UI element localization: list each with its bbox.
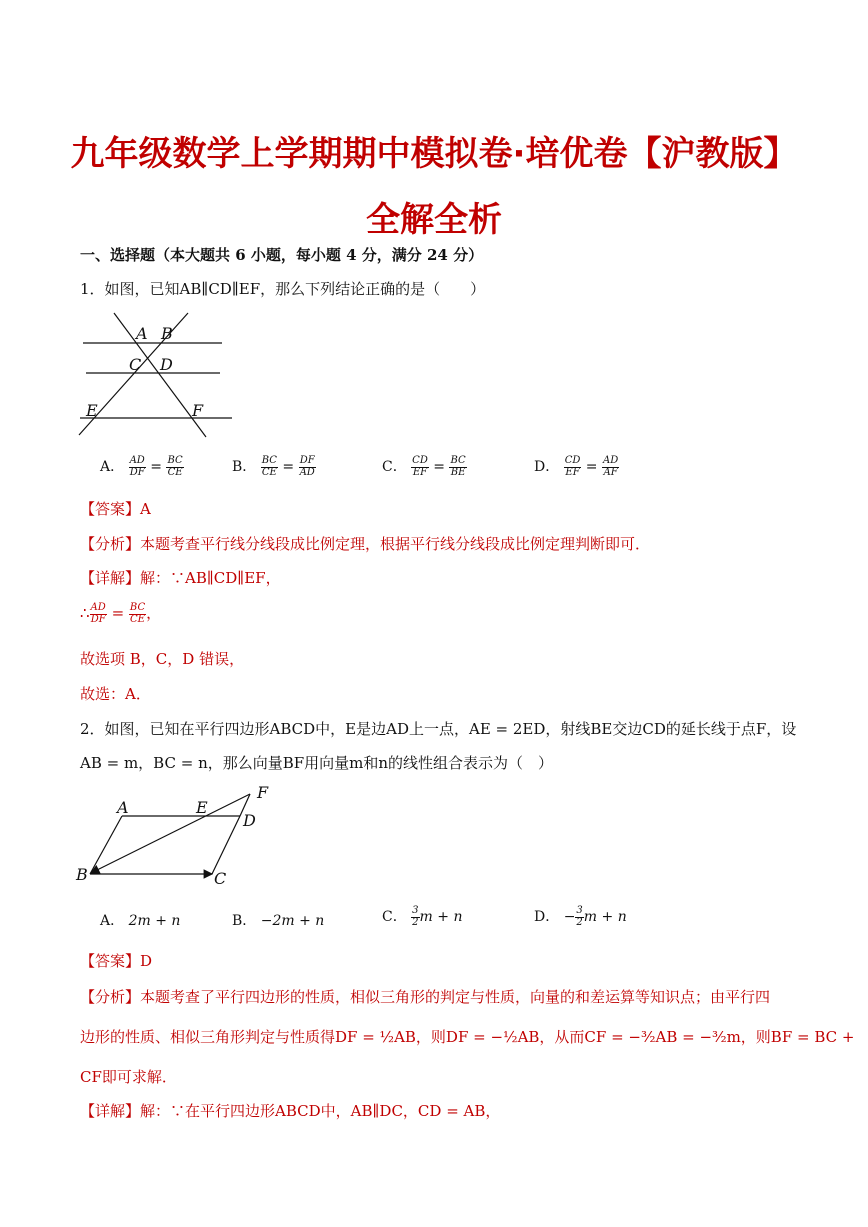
q1-option-d: D． $\frac{CD}{EF}$ = $\frac{AD}{AF}$ — [534, 455, 619, 478]
q2-option-c: C． $\frac{3}{2}$ m + n — [382, 905, 463, 928]
q2-option-a: A． 2m + n — [100, 913, 181, 929]
label-b: B — [161, 324, 173, 343]
page-title-line2: 全解全析 — [366, 200, 502, 240]
q1-option-c: C． $\frac{CD}{EF}$ = $\frac{BC}{BE}$ — [382, 455, 466, 478]
label-d: D — [243, 811, 256, 830]
q2-option-b: B． −2m + n — [232, 913, 325, 929]
q2-analysis-line2: 边形的性质、相似三角形判定与性质得DF = ½AB，则DF = −½AB，从而CF = −³⁄₂AB = −³⁄₂m，则BF = BC + — [80, 1028, 855, 1046]
q1-detail-2: ∴ $\frac{AD}{DF}$ = $\frac{BC}{CE}$ ， — [80, 602, 162, 625]
q1-figure — [76, 305, 238, 440]
label-d: D — [160, 355, 173, 374]
page-title-line1: 九年级数学上学期期中模拟卷·培优卷【沪教版】 — [70, 134, 798, 174]
q2-answer: 【答案】D — [80, 952, 153, 970]
q1-analysis: 【分析】本题考查平行线分线段成比例定理，根据平行线分线段成比例定理判断即可． — [80, 535, 651, 553]
q1-option-b: B． $\frac{BC}{CE}$ = $\frac{DF}{AD}$ — [232, 455, 315, 478]
label-a: A — [136, 324, 148, 343]
q2-analysis-line3: CF即可求解． — [80, 1068, 177, 1086]
section-heading: 一、选择题（本大题共 6 小题，每小题 4 分，满分 24 分） — [80, 246, 484, 264]
q2-detail: 【详解】解：∵在平行四边形ABCD中，AB∥DC，CD = AB， — [80, 1102, 501, 1120]
q1-stem: 1．如图，已知AB∥CD∥EF，那么下列结论正确的是（ ） — [80, 280, 486, 298]
label-b: B — [76, 865, 88, 884]
q1-detail: 【详解】解：∵AB∥CD∥EF， — [80, 569, 281, 587]
q1-answer: 【答案】A — [80, 500, 151, 518]
vector-bf — [91, 794, 250, 873]
q2-option-d: D． − $\frac{3}{2}$ m + n — [534, 905, 627, 928]
side-dc — [212, 816, 240, 874]
q1-option-a: A． $\frac{AD}{DF}$ = $\frac{BC}{CE}$ — [100, 455, 183, 478]
q2-figure — [74, 780, 284, 892]
label-e: E — [86, 401, 98, 420]
label-a: A — [117, 798, 129, 817]
q2-stem-line2: AB = m，BC = n，那么向量BF用向量m和n的线性组合表示为（ ） — [80, 754, 554, 772]
q2-stem-line1: 2．如图，已知在平行四边形ABCD中，E是边AD上一点，AE = 2ED，射线BE交边CD的延长线于点F，设 — [80, 720, 797, 738]
label-f: F — [257, 783, 269, 802]
label-c: C — [129, 355, 142, 374]
q1-detail-4: 故选：A． — [80, 685, 151, 703]
q1-detail-3: 故选项 B，C，D 错误， — [80, 650, 245, 668]
label-f: F — [192, 401, 204, 420]
label-e: E — [196, 798, 208, 817]
q2-analysis-line1: 【分析】本题考查了平行四边形的性质，相似三角形的判定与性质，向量的和差运算等知识点；由平行四 — [80, 988, 771, 1006]
label-c: C — [214, 869, 227, 888]
